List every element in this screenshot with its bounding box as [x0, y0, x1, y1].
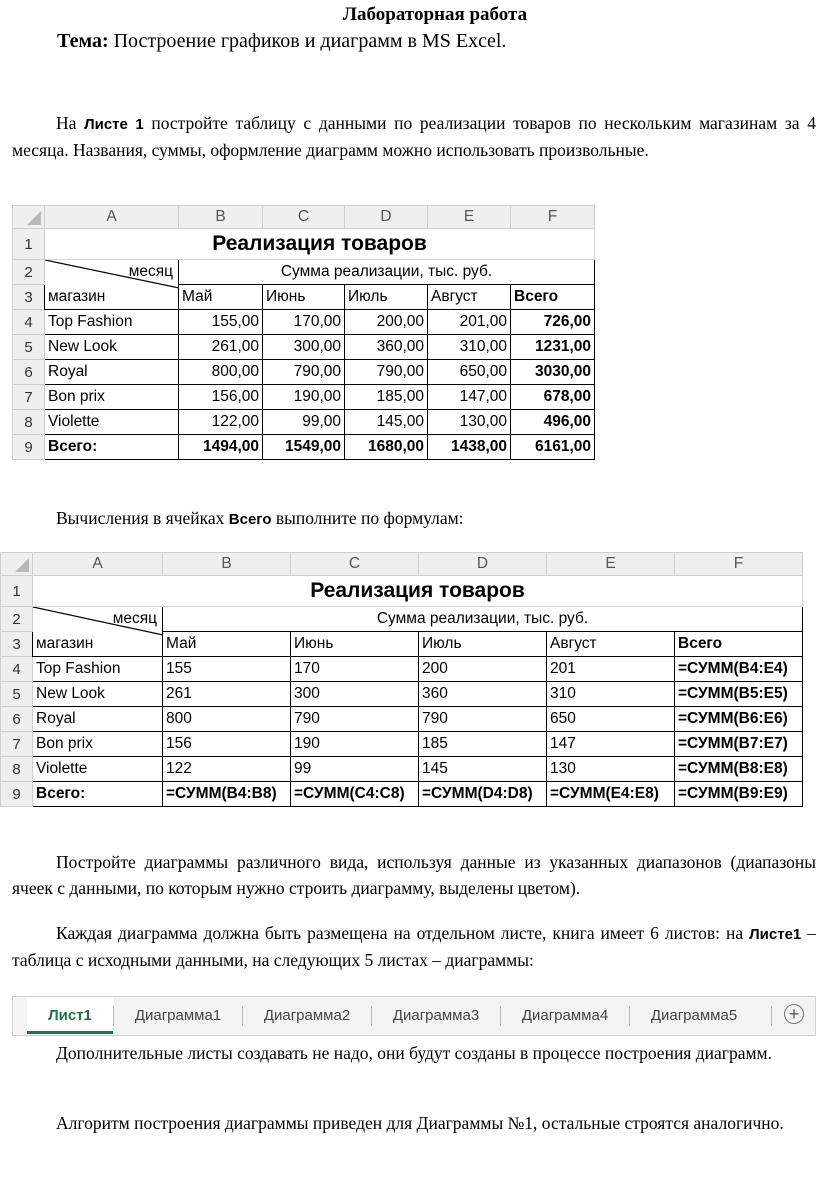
tab-diagram3[interactable]: Диаграмма3 [392, 1007, 480, 1024]
data-cell[interactable]: 790 [291, 707, 419, 732]
data-cell[interactable]: 3030,00 [511, 360, 595, 385]
data-cell[interactable]: 122,00 [179, 410, 263, 435]
topic-text: Построение графиков и диаграмм в MS Excel. [113, 30, 507, 52]
shop-name-cell[interactable]: Royal [33, 707, 163, 732]
table-row-total [1, 782, 803, 807]
data-cell[interactable]: 122 [163, 757, 291, 782]
column-header-row [13, 206, 595, 229]
table-row [1, 576, 803, 607]
data-cell[interactable]: 170 [291, 657, 419, 682]
shop-name-cell[interactable]: New Look [33, 682, 163, 707]
row-header[interactable]: 4 [1, 657, 33, 682]
row-header[interactable]: 5 [13, 335, 45, 360]
header-month: месяц [112, 610, 157, 627]
data-cell[interactable]: 147,00 [428, 385, 511, 410]
data-cell[interactable]: 200 [419, 657, 547, 682]
data-cell[interactable]: 156,00 [179, 385, 263, 410]
tab-diagram1[interactable]: Диаграмма1 [134, 1007, 222, 1024]
data-cell[interactable]: 185 [419, 732, 547, 757]
table-row [13, 260, 595, 285]
tab-diagram2[interactable]: Диаграмма2 [263, 1007, 351, 1024]
shop-name-cell[interactable]: Bon prix [45, 385, 179, 410]
table-row [1, 757, 803, 782]
shop-name-cell[interactable]: Violette [45, 410, 179, 435]
table-row [13, 385, 595, 410]
data-cell[interactable]: 99,00 [263, 410, 345, 435]
data-cell[interactable]: 145,00 [345, 410, 428, 435]
row-header[interactable]: 6 [13, 360, 45, 385]
row-header[interactable]: 4 [13, 310, 45, 335]
column-header-e[interactable]: E [428, 206, 511, 229]
data-cell[interactable]: =СУММ(B7:E7) [675, 732, 803, 757]
shop-name-cell[interactable]: Bon prix [33, 732, 163, 757]
data-cell[interactable]: 155 [163, 657, 291, 682]
table-row [13, 310, 595, 335]
total-cell[interactable]: =СУММ(B4:B8) [163, 782, 291, 807]
tab-diagram5[interactable]: Диаграмма5 [650, 1007, 738, 1024]
table-row [13, 335, 595, 360]
table-row [1, 732, 803, 757]
data-cell[interactable]: 800 [163, 707, 291, 732]
data-cell[interactable]: 170,00 [263, 310, 345, 335]
data-cell[interactable]: 261,00 [179, 335, 263, 360]
month-header-cell[interactable]: Всего [675, 632, 803, 657]
intro-paragraph [12, 111, 816, 163]
row-header[interactable]: 7 [1, 732, 33, 757]
data-cell[interactable]: 300 [291, 682, 419, 707]
row-header[interactable]: 6 [1, 707, 33, 732]
total-cell[interactable]: 1494,00 [179, 435, 263, 460]
shop-name-cell[interactable]: Violette [33, 757, 163, 782]
header-shop: магазин [36, 635, 94, 652]
data-cell[interactable]: =СУММ(B4:E4) [675, 657, 803, 682]
total-cell[interactable]: =СУММ(C4:C8) [291, 782, 419, 807]
extra-text: Дополнительные листы создавать не надо, они будут созданы в процессе построения диаграмм. [56, 1043, 772, 1063]
table-row [1, 657, 803, 682]
row-header[interactable]: 7 [13, 385, 45, 410]
shop-name-cell[interactable]: Royal [45, 360, 179, 385]
table-title[interactable]: Реализация товаров [33, 576, 803, 607]
total-cell[interactable]: =СУММ(E4:E8) [547, 782, 675, 807]
month-header-cell[interactable]: Июнь [263, 285, 345, 310]
header-sum[interactable]: Сумма реализации, тыс. руб. [163, 607, 803, 632]
column-header-b[interactable]: B [179, 206, 263, 229]
sheets-bold: Листе1 [749, 926, 802, 943]
topic-line [57, 30, 506, 53]
data-cell[interactable]: 130 [547, 757, 675, 782]
row-header[interactable]: 9 [13, 435, 45, 460]
row-header[interactable]: 3 [1, 632, 33, 657]
column-header-row [1, 553, 803, 576]
row-header[interactable]: 1 [1, 576, 33, 607]
sheet-tabs-bar [12, 996, 816, 1036]
column-header-c[interactable]: C [291, 553, 419, 576]
column-header-d[interactable]: D [345, 206, 428, 229]
row-header[interactable]: 8 [1, 757, 33, 782]
column-header-b[interactable]: B [163, 553, 291, 576]
table-row-total [13, 435, 595, 460]
tab-list1[interactable]: Лист1 [27, 997, 113, 1034]
total-label-cell[interactable]: Всего: [33, 782, 163, 807]
calc-note [12, 506, 816, 533]
select-all-corner[interactable] [13, 206, 45, 229]
table-row [13, 229, 595, 260]
column-header-c[interactable]: C [263, 206, 345, 229]
table-row [1, 707, 803, 732]
data-cell[interactable]: 145 [419, 757, 547, 782]
total-cell[interactable]: 1438,00 [428, 435, 511, 460]
column-header-a[interactable]: A [45, 206, 179, 229]
data-cell[interactable]: 155,00 [179, 310, 263, 335]
data-cell[interactable]: 156 [163, 732, 291, 757]
sheets-post: – таблица с исходными данными, на следующих 5 листах – диаграммы: [12, 923, 816, 970]
sheet-formulas-table [0, 552, 803, 807]
total-cell[interactable]: 1549,00 [263, 435, 345, 460]
extra-paragraph [12, 1041, 816, 1067]
total-cell[interactable]: =СУММ(B9:E9) [675, 782, 803, 807]
column-header-f[interactable]: F [511, 206, 595, 229]
month-header-cell[interactable]: Июль [419, 632, 547, 657]
data-cell[interactable]: 200,00 [345, 310, 428, 335]
intro-post: постройте таблицу с данными по реализации товаров по нескольким магазинам за 4 месяца. Названия, суммы, оформление диаграмм можно использовать произвольные. [12, 113, 816, 160]
data-cell[interactable]: 1231,00 [511, 335, 595, 360]
data-cell[interactable]: 360 [419, 682, 547, 707]
plus-circle-icon[interactable]: + [784, 1004, 804, 1024]
data-cell[interactable]: 790,00 [263, 360, 345, 385]
column-header-f[interactable]: F [675, 553, 803, 576]
month-header-cell[interactable]: Июль [345, 285, 428, 310]
sheet-values-table [12, 205, 595, 460]
data-cell[interactable]: 678,00 [511, 385, 595, 410]
row-header[interactable]: 8 [13, 410, 45, 435]
row-header[interactable]: 2 [13, 260, 45, 285]
data-cell[interactable]: 261 [163, 682, 291, 707]
data-cell[interactable]: 310 [547, 682, 675, 707]
document-title: Лабораторная работа [342, 4, 528, 25]
algo-text: Алгоритм построения диаграммы приведен для Диаграммы №1, остальные строятся аналогично. [56, 1113, 784, 1133]
data-cell[interactable]: 650 [547, 707, 675, 732]
sheets-pre: Каждая диаграмма должна быть размещена на отдельном листе, книга имеет 6 листов: на [56, 923, 744, 943]
calc-note-pre: Вычисления в ячейках [56, 508, 225, 528]
data-cell[interactable]: 130,00 [428, 410, 511, 435]
column-header-e[interactable]: E [547, 553, 675, 576]
data-cell[interactable]: 300,00 [263, 335, 345, 360]
data-cell[interactable]: 310,00 [428, 335, 511, 360]
data-cell[interactable]: =СУММ(B8:E8) [675, 757, 803, 782]
total-cell[interactable]: 1680,00 [345, 435, 428, 460]
calc-note-bold: Всего [228, 511, 272, 528]
data-cell[interactable]: 726,00 [511, 310, 595, 335]
shop-name-cell[interactable]: New Look [45, 335, 179, 360]
data-cell[interactable]: 185,00 [345, 385, 428, 410]
table-row [13, 410, 595, 435]
header-sum[interactable]: Сумма реализации, тыс. руб. [179, 260, 595, 285]
table-row [13, 360, 595, 385]
month-header-cell[interactable]: Май [163, 632, 291, 657]
calc-note-post: выполните по формулам: [275, 508, 464, 528]
sheets-paragraph [12, 921, 816, 973]
data-cell[interactable]: 360,00 [345, 335, 428, 360]
total-cell[interactable]: 6161,00 [511, 435, 595, 460]
algo-paragraph [12, 1111, 816, 1137]
row-header[interactable]: 5 [1, 682, 33, 707]
shop-name-cell[interactable]: Top Fashion [45, 310, 179, 335]
header-month: месяц [128, 263, 173, 280]
data-cell[interactable]: 201,00 [428, 310, 511, 335]
month-header-cell[interactable]: Всего [511, 285, 595, 310]
data-cell[interactable]: =СУММ(B5:E5) [675, 682, 803, 707]
data-cell[interactable]: =СУММ(B6:E6) [675, 707, 803, 732]
table-title[interactable]: Реализация товаров [45, 229, 595, 260]
row-header[interactable]: 2 [1, 607, 33, 632]
table-row [1, 607, 803, 632]
intro-pre: На [56, 113, 77, 133]
row-header[interactable]: 1 [13, 229, 45, 260]
data-cell[interactable]: 190 [291, 732, 419, 757]
data-cell[interactable]: 650,00 [428, 360, 511, 385]
data-cell[interactable]: 496,00 [511, 410, 595, 435]
data-cell[interactable]: 800,00 [179, 360, 263, 385]
column-header-d[interactable]: D [419, 553, 547, 576]
charts-text: Постройте диаграммы различного вида, используя данные из указанных диапазонов (диапазоны ячеек с данными, по которым нужно строить диаграмму, выделены цветом). [12, 852, 816, 898]
charts-paragraph [12, 850, 816, 901]
row-header[interactable]: 9 [1, 782, 33, 807]
table-row [1, 682, 803, 707]
select-all-corner[interactable] [1, 553, 33, 576]
header-shop: магазин [48, 288, 106, 305]
data-cell[interactable]: 790,00 [345, 360, 428, 385]
intro-bold: Листе 1 [84, 116, 144, 133]
header-diagonal-cell[interactable] [45, 260, 179, 310]
data-cell[interactable]: 190,00 [263, 385, 345, 410]
data-cell[interactable]: 201 [547, 657, 675, 682]
total-label-cell[interactable]: Всего: [45, 435, 179, 460]
column-header-a[interactable]: A [33, 553, 163, 576]
topic-label: Тема: [57, 30, 109, 52]
data-cell[interactable]: 99 [291, 757, 419, 782]
data-cell[interactable]: 147 [547, 732, 675, 757]
month-header-cell[interactable]: Июнь [291, 632, 419, 657]
header-diagonal-cell[interactable] [33, 607, 163, 657]
month-header-cell[interactable]: Август [547, 632, 675, 657]
data-cell[interactable]: 790 [419, 707, 547, 732]
month-header-cell[interactable]: Май [179, 285, 263, 310]
total-cell[interactable]: =СУММ(D4:D8) [419, 782, 547, 807]
shop-name-cell[interactable]: Top Fashion [33, 657, 163, 682]
month-header-cell[interactable]: Август [428, 285, 511, 310]
tab-diagram4[interactable]: Диаграмма4 [521, 1007, 609, 1024]
row-header[interactable]: 3 [13, 285, 45, 310]
